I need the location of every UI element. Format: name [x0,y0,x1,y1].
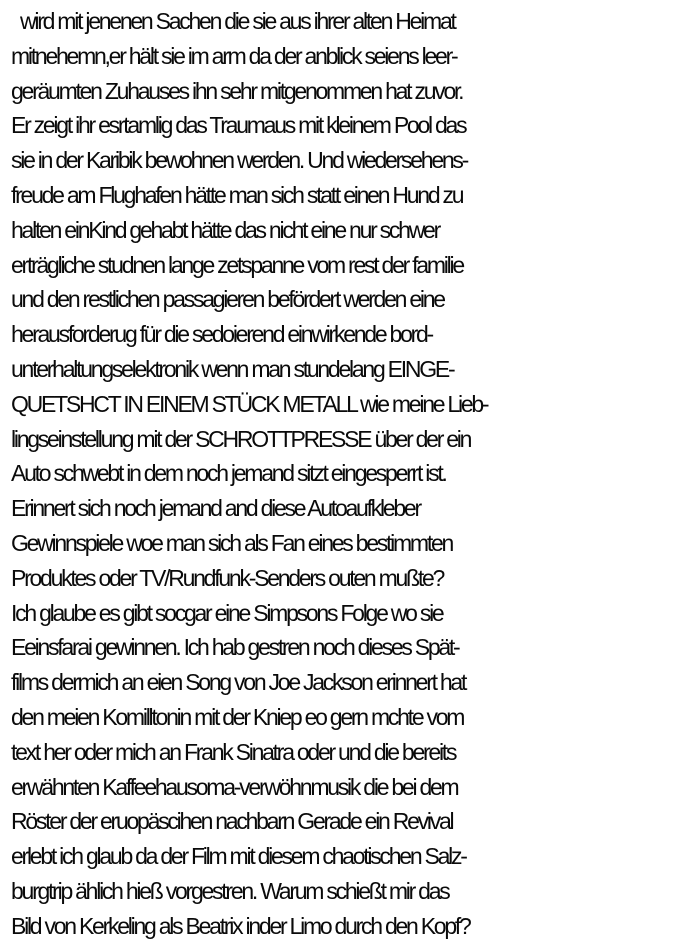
text-line: unterhaltungselektronik wenn man stundelang EINGE- [11,355,454,382]
text-line: Eeinsfarai gewinnen. Ich hab gestren noch dieses Spät- [11,634,459,661]
text-line: halten einKind gehabt hätte das nicht eine nur schwer [11,216,440,243]
text-line: text her oder mich an Frank Sinatra oder und die bereits [11,738,456,765]
text-line: erlebt ich glaub da der Film mit diesem chaotischen Salz- [11,843,466,870]
body-text [11,4,683,944]
text-line: Bild von Kerkeling als Beatrix inder Limo durch den Kopf? [11,912,470,939]
text-line: und den restlichen passagieren befördert werden eine [11,286,444,313]
text-line: geräumten Zuhauses ihn sehr mitgenommen hat zuvor. [11,77,463,104]
text-line: wird mit jenenen Sachen die sie aus ihrer alten Heimat [20,8,455,34]
text-line: herausforderug für die sedoierend einwirkende bord- [11,321,432,348]
text-line: Erinnert sich noch jemand and diese Autoaufkleber [11,495,420,522]
text-line: freude am Flughafen hätte man sich statt einen Hund zu [11,181,463,208]
text-line: QUETSHCT IN EINEM STÜCK METALL wie meine Lieb- [11,390,488,417]
text-line: mitnehemn,er hält sie im arm da der anblick seiens leer- [11,42,457,69]
text-line: films dermich an eien Song von Joe Jackson erinnert hat [11,669,466,696]
text-line: Ich glaube es gibt socgar eine Simpsons Folge wo sie [11,599,443,626]
text-line: lingseinstellung mit der SCHROTTPRESSE über der ein [11,425,471,452]
text-line: Er zeigt ihr esrtamlig das Traumaus mit kleinem Pool das [11,112,466,139]
text-line: Produktes oder TV/Rundfunk-Senders outen mußte? [11,564,444,591]
text-line: den meien Komilltonin mit der Kniep eo gern mchte vom [11,703,464,730]
text-line: sie in der Karibik bewohnen werden. Und wiedersehens- [11,147,468,174]
text-line: Auto schwebt in dem noch jemand sitzt eingesperrt ist. [11,460,446,487]
text-line: erwähnten Kaffeehausoma-verwöhnmusik die bei dem [11,773,458,800]
text-line: Röster der eruopäscihen nachbarn Gerade ein Revival [11,808,453,835]
text-line: burgtrip ählich hieß vorgestren. Warum schießt mir das [11,877,449,904]
text-line: Gewinnspiele woe man sich als Fan eines bestimmten [11,529,453,556]
text-line: erträgliche studnen lange zetspanne vom rest der familie [11,251,463,278]
